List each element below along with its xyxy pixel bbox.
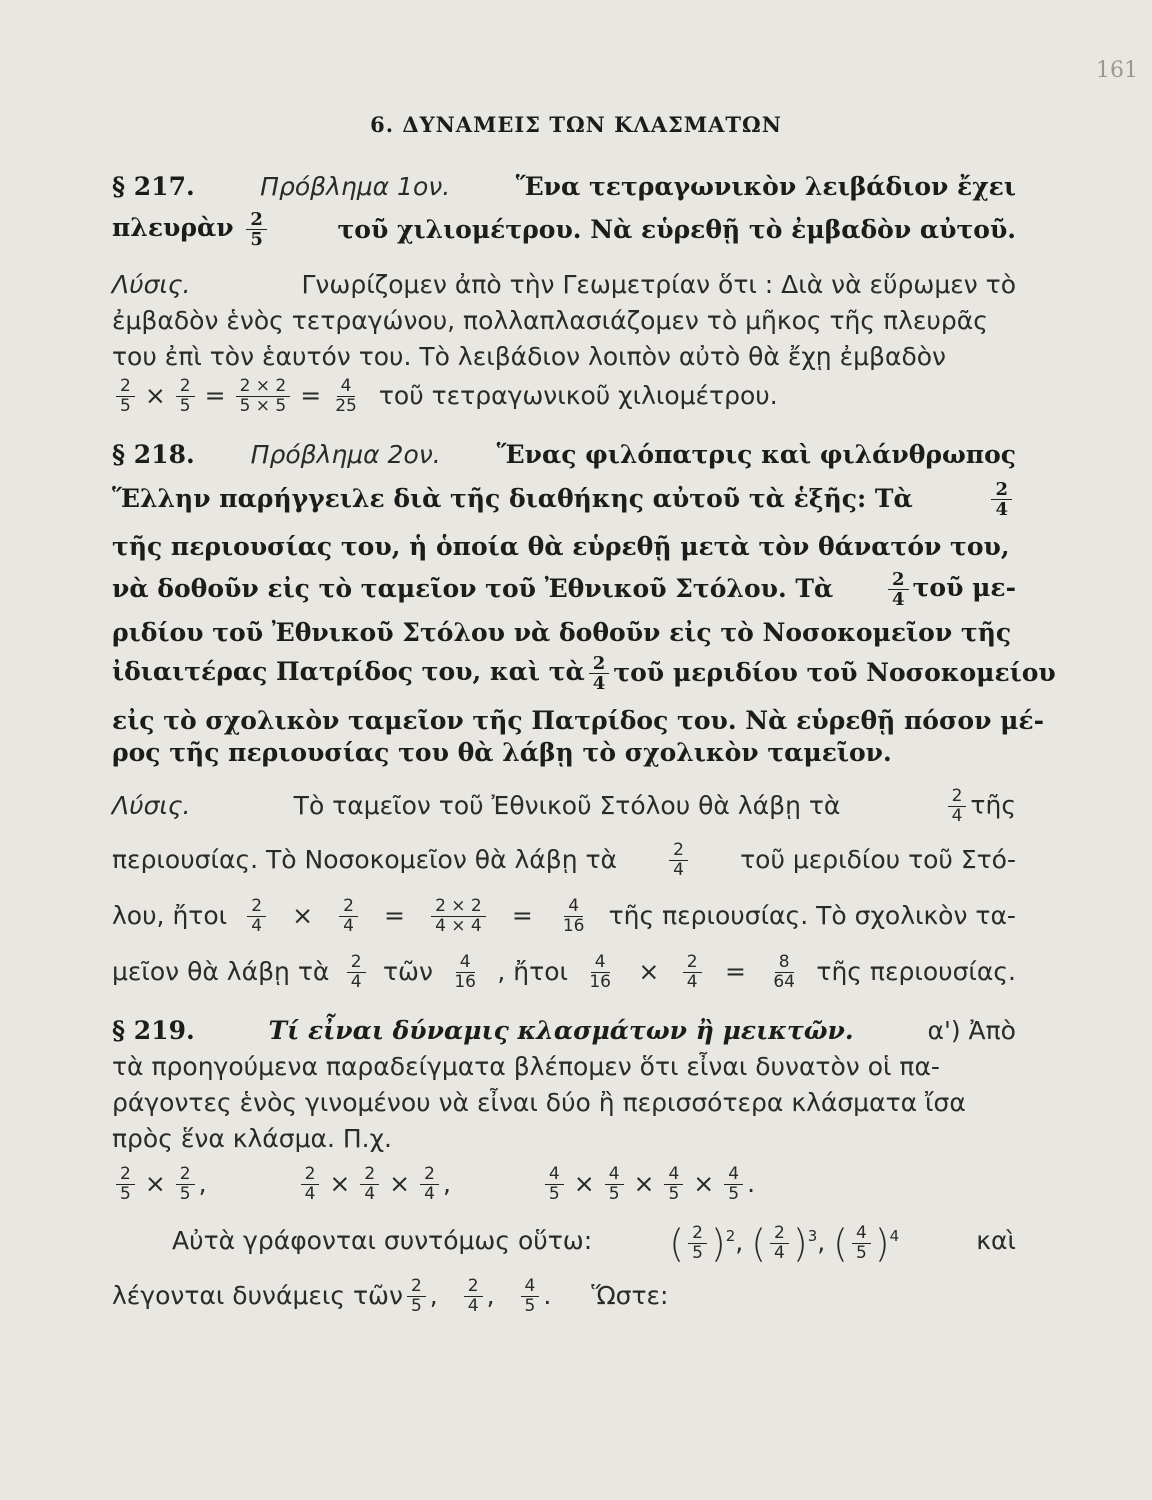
fraction-2-4: $\frac{2}{4}$ [991, 480, 1012, 519]
fraction-4-5: $\frac{4}{5}$ [852, 1224, 871, 1263]
s218-line8: ρος τῆς περιουσίας του θὰ λάβῃ τὸ σχολικὸν ταμεῖον. [112, 738, 892, 767]
fraction-4-5: $\frac{4}{5}$ [545, 1165, 564, 1204]
fraction-product: $\frac{2 \times 2}{5 \times 5}$ [236, 377, 291, 416]
s218-line4: νὰ δοθοῦν εἰς τὸ ταμεῖον τοῦ Ἐθνικοῦ Στόλου. Τὰ $\frac{2}{4}$ τοῦ με- [112, 568, 1016, 610]
fraction-2-4: $\frac{2}{4}$ [420, 1165, 439, 1204]
s219-line6: Αὐτὰ γράφονται συντόμως οὕτω: ( $\frac{2}{5}$ )$^2$, ( $\frac{2}{4}$ )$^3$, ( $\frac{4}{5}$ )$^4$ καὶ [172, 1221, 1016, 1266]
s217-sol-text1: Γνωρίζομεν ἀπὸ τὴν Γεωμετρίαν ὅτι : Διὰ νὰ εὕρωμεν τὸ [301, 270, 1016, 299]
s219-number: § 219. [112, 1016, 195, 1045]
s217-line2 [112, 210, 1016, 249]
fraction-2-4: $\frac{2}{4}$ [339, 897, 358, 936]
exponent: 4 [889, 1227, 900, 1246]
s218-text1: Ἕνας φιλόπατρις καὶ φιλάνθρωπος [496, 440, 1016, 469]
s217-sol-line1 [112, 268, 1016, 302]
s217-sol-line4: $\frac{2}{5}$ × $\frac{2}{5}$ = $\frac{2 \times 2}{5 \times 5}$ = $\frac{4}{25}$ τοῦ τετραγωνικοῦ χιλιομέτρου. [112, 372, 1016, 420]
s217-sol-line2: ἐμβαδὸν ἑνὸς τετραγώνου, πολλαπλασιάζομεν τὸ μῆκος τῆς πλευρᾶς [112, 306, 988, 335]
fraction-2-5: $\frac{2}{5}$ [116, 1165, 135, 1204]
s219-title: Τί εἶναι δύναμις κλασμάτων ἢ μεικτῶν. [268, 1016, 854, 1045]
s217-number: § 217. [112, 172, 195, 201]
s218-sol-line2: περιουσίας. Τὸ Νοσοκομεῖον θὰ λάβῃ τὰ $\frac{2}{4}$ τοῦ μεριδίου τοῦ Στό- [112, 839, 1016, 880]
s217-line1 [112, 170, 1016, 204]
fraction-4-5: $\frac{4}{5}$ [605, 1165, 624, 1204]
fraction-2-4: $\frac{2}{4}$ [301, 1165, 320, 1204]
fraction-4-25: $\frac{4}{25}$ [335, 375, 357, 416]
s217-text2b: τοῦ χιλιομέτρου. Νὰ εὑρεθῇ τὸ ἐμβαδὸν αὐτοῦ. [337, 214, 1016, 244]
fraction-2-4: $\frac{2}{4}$ [948, 787, 967, 826]
s219-line3: ράγοντες ἑνὸς γινομένου νὰ εἶναι δύο ἢ περισσότερα κλάσματα ἴσα [112, 1088, 966, 1117]
s218-line2: Ἕλλην παρήγγειλε διὰ τῆς διαθήκης αὐτοῦ τὰ ἑξῆς: Τὰ $\frac{2}{4}$ [112, 476, 1016, 522]
s218-line6: ἰδιαιτέρας Πατρίδος του, καὶ τὰ $\frac{2}{4}$ τοῦ μεριδίου τοῦ Νοσοκομείου [112, 652, 1056, 694]
s218-number: § 218. [112, 440, 195, 469]
s218-sol-line4: μεῖον θὰ λάβῃ τὰ $\frac{2}{4}$ τῶν $\frac{4}{16}$ , ἤτοι $\frac{4}{16}$ × $\frac{2}{4}$ = $\frac{8}{64}$ τῆς περιουσίας. [112, 951, 1016, 992]
fraction-2-4: $\frac{2}{4}$ [888, 570, 909, 609]
fraction-2-4: $\frac{2}{4}$ [347, 953, 366, 992]
s219-examples: $\frac{2}{5}$ × $\frac{2}{5}$ , $\frac{2}{4}$ × $\frac{2}{4}$ × $\frac{2}{4}$ , $\frac{4}{5}$ × $\frac{4}{5}$ × $\frac{4}{5}$ × $\frac{4}{5}$ . [112, 1158, 1016, 1210]
s217-text2a: πλευρὰν [112, 213, 234, 242]
s217-sol-text4: τοῦ τετραγωνικοῦ χιλιομέτρου. [378, 381, 778, 410]
s218-sol-line3: λου, ἤτοι $\frac{2}{4}$ × $\frac{2}{4}$ = $\frac{2 \times 2}{4 \times 4}$ = $\frac{4}{16}$ τῆς περιουσίας. Τὸ σχολικὸν τα- [112, 895, 1016, 936]
fraction-2-4: $\frac{2}{4}$ [669, 841, 688, 880]
page-number: 161 [1096, 58, 1138, 83]
chapter-heading: 6. ΔΥΝΑΜΕΙΣ ΤΩΝ ΚΛΑΣΜΑΤΩΝ [370, 112, 782, 137]
exponent: 3 [807, 1227, 818, 1246]
s219-line2: τὰ προηγούμενα παραδείγματα βλέπομεν ὅτι εἶναι δυνατὸν οἱ πα- [112, 1052, 940, 1081]
s218-label: Πρόβλημα 2ον. [250, 440, 441, 469]
s217-text1: Ἕνα τετραγωνικὸν λειβάδιον ἔχει [515, 172, 1016, 201]
fraction-2-4: $\frac{2}{4}$ [683, 953, 702, 992]
fraction-8-64: $\frac{8}{64}$ [773, 951, 795, 992]
fraction-2-5: $\frac{2}{5}$ [246, 210, 267, 249]
s218-line3: τῆς περιουσίας του, ἡ ὁποία θὰ εὑρεθῇ μετὰ τὸν θάνατόν του, [112, 532, 1010, 561]
fraction-2-4: $\frac{2}{4}$ [247, 897, 266, 936]
fraction-4-5: $\frac{4}{5}$ [724, 1165, 743, 1204]
exponent: 2 [725, 1227, 736, 1246]
fraction-4-16: $\frac{4}{16}$ [562, 895, 585, 936]
fraction-2-5: $\frac{2}{5}$ [688, 1224, 707, 1263]
fraction-4-16: $\frac{4}{16}$ [454, 951, 476, 992]
fraction-4-5: $\frac{4}{5}$ [664, 1165, 683, 1204]
s218-line1 [112, 438, 1016, 472]
fraction-2-4: $\frac{2}{4}$ [360, 1165, 379, 1204]
fraction-4-16: $\frac{4}{16}$ [589, 951, 611, 992]
s218-line5: ριδίου τοῦ Ἐθνικοῦ Στόλου νὰ δοθοῦν εἰς τὸ Νοσοκομεῖον τῆς [112, 618, 1012, 647]
fraction-4-5: $\frac{4}{5}$ [521, 1277, 540, 1316]
s217-label: Πρόβλημα 1ον. [260, 172, 451, 201]
s219-line4: πρὸς ἕνα κλάσμα. Π.χ. [112, 1124, 393, 1153]
fraction-2-5: $\frac{2}{5}$ [116, 377, 135, 416]
s219-line1: § 219. Τί εἶναι δύναμις κλασμάτων ἢ μεικτῶν. α') Ἀπὸ [112, 1014, 1016, 1048]
s219-line7: λέγονται δυνάμεις τῶν $\frac{2}{5}$ , $\frac{2}{4}$ , $\frac{4}{5}$ . Ὥστε: [112, 1275, 669, 1316]
fraction-2-4: $\frac{2}{4}$ [464, 1277, 483, 1316]
fraction-2-5: $\frac{2}{5}$ [407, 1277, 426, 1316]
fraction-2-5: $\frac{2}{5}$ [176, 377, 195, 416]
s217-sol-label: Λύσις. [112, 270, 191, 299]
s217-sol-line3: του ἐπὶ τὸν ἑαυτόν του. Τὸ λειβάδιον λοιπὸν αὐτὸ θὰ ἔχῃ ἐμβαδὸν [112, 342, 947, 371]
fraction-2-4: $\frac{2}{4}$ [770, 1224, 789, 1263]
s218-sol-line1: Λύσις. Τὸ ταμεῖον τοῦ Ἐθνικοῦ Στόλου θὰ λάβῃ τὰ $\frac{2}{4}$ τῆς [112, 785, 1016, 826]
s218-line7: εἰς τὸ σχολικὸν ταμεῖον τῆς Πατρίδος του. Νὰ εὑρεθῇ πόσον μέ- [112, 706, 1044, 735]
fraction-2-4: $\frac{2}{4}$ [589, 654, 610, 693]
fraction-2-5: $\frac{2}{5}$ [176, 1165, 195, 1204]
fraction-product: $\frac{2 \times 2}{4 \times 4}$ [431, 897, 486, 936]
